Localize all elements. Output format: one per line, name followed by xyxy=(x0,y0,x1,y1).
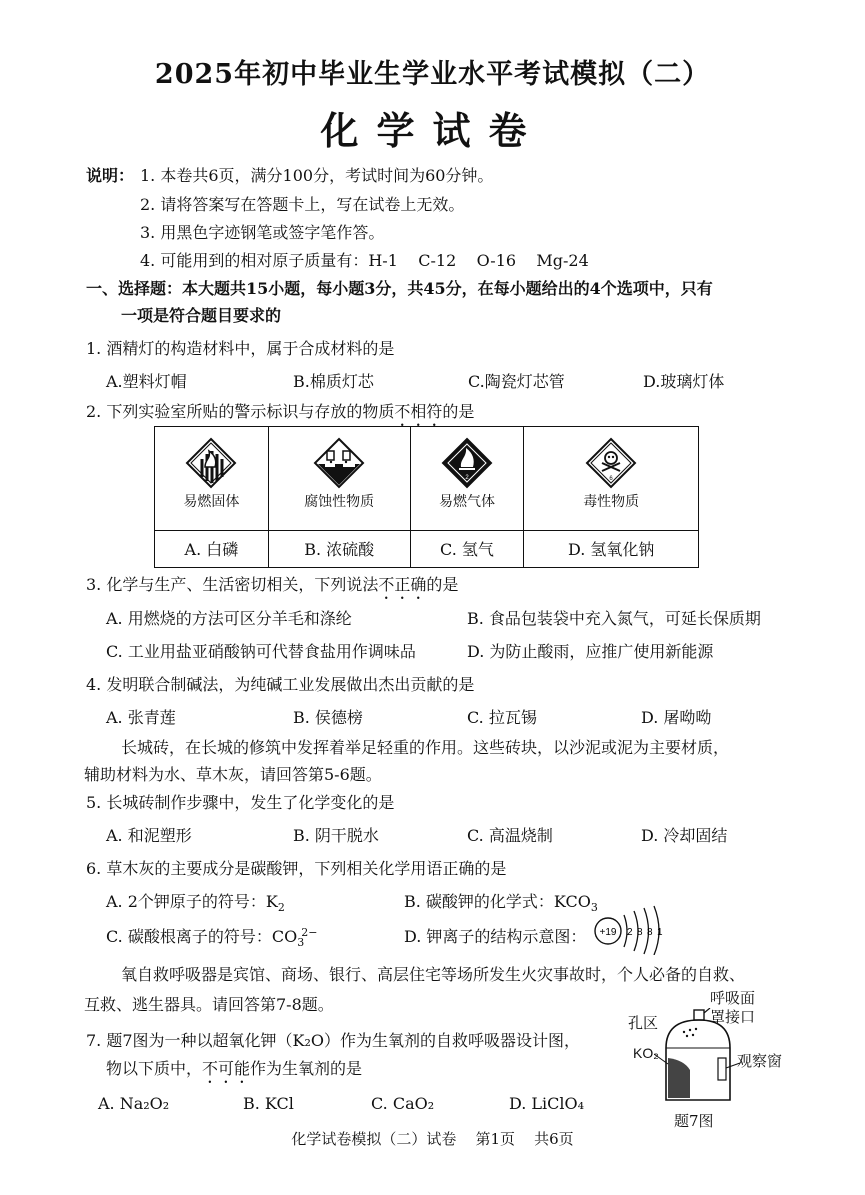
q4-option-a: A. 张青莲 xyxy=(106,708,176,727)
question-7-stem: 7. 题7图为一种以超氧化钾（K₂O）作为生氧剂的自救呼吸器设计图， xyxy=(86,1031,581,1050)
figure-caption: 题7图 xyxy=(674,1112,714,1130)
q5-option-d: D. 冷却固结 xyxy=(641,826,728,845)
passage-text: 长城砖，在长城的修筑中发挥着举足轻重的作用。这些砖块，以沙泥或泥为主要材质， xyxy=(121,738,730,757)
q1-option-d: D.玻璃灯体 xyxy=(643,372,725,391)
q1-option-a: A.塑料灯帽 xyxy=(106,372,187,391)
instruction-item: 2. 请将答案写在答题卡上，写在试卷上无效。 xyxy=(140,195,465,214)
q2-option-b: B. 浓硫酸 xyxy=(268,530,410,567)
q3-option-a: A. 用燃烧的方法可区分羊毛和涤纶 xyxy=(106,609,352,628)
instruction-item: 4. 可能用到的相对原子质量有：H-1 C-12 O-16 Mg-24 xyxy=(140,251,589,270)
corrosive-icon xyxy=(313,437,365,489)
q5-option-b: B. 阴干脱水 xyxy=(293,826,379,845)
potassium-ion-diagram xyxy=(592,903,672,955)
sign-label: 腐蚀性物质 xyxy=(304,494,375,510)
question-7-stem-cont: 物以下质中，不可能作为生氧剂的是 xyxy=(106,1059,363,1078)
question-6-stem: 6. 草木灰的主要成分是碳酸钾，下列相关化学用语正确的是 xyxy=(86,859,507,878)
q7-option-a: A. Na₂O₂ xyxy=(98,1094,170,1113)
question-2-stem: 2. 下列实验室所贴的警示标识与存放的物质不相符的是 xyxy=(86,402,475,421)
flammable-gas-icon xyxy=(441,437,493,489)
figure-label-mask: 罩接口 xyxy=(710,1008,756,1026)
q4-option-c: C. 拉瓦锡 xyxy=(467,708,537,727)
q3-option-d: D. 为防止酸雨，应推广使用新能源 xyxy=(467,642,714,661)
passage-text: 互救、逃生器具。请回答第7-8题。 xyxy=(84,995,334,1014)
q4-option-d: D. 屠呦呦 xyxy=(641,708,712,727)
q5-option-c: C. 高温烧制 xyxy=(467,826,553,845)
q2-option-d: D. 氢氧化钠 xyxy=(524,530,699,567)
flammable-solid-icon xyxy=(185,437,237,489)
section-heading-cont: 一项是符合题目要求的 xyxy=(121,306,282,325)
question-3-stem: 3. 化学与生产、生活密切相关，下列说法不正确的是 xyxy=(86,575,459,594)
figure-label-ko2: KO₂ xyxy=(633,1045,659,1061)
exam-title: 2025年初中毕业生学业水平考试模拟（二） xyxy=(154,59,711,90)
q4-option-b: B. 侯德榜 xyxy=(293,708,363,727)
q3-option-c: C. 工业用盐亚硝酸钠可代替食盐用作调味品 xyxy=(106,642,416,661)
sign-cell xyxy=(524,427,699,531)
q2-option-a: A. 白磷 xyxy=(155,530,269,567)
question-5-stem: 5. 长城砖制作步骤中，发生了化学变化的是 xyxy=(86,793,395,812)
question-4-stem: 4. 发明联合制碱法，为纯碱工业发展做出杰出贡献的是 xyxy=(86,675,475,694)
instruction-item: 3. 用黑色字迹钢笔或签字笔作答。 xyxy=(140,223,385,242)
instruction-item: 1. 本卷共6页，满分100分，考试时间为60分钟。 xyxy=(140,166,494,185)
q6-option-b: B. 碳酸钾的化学式：$KCO_3$ xyxy=(404,892,598,915)
q5-option-a: A. 和泥塑形 xyxy=(106,826,192,845)
q1-option-c: C.陶瓷灯芯管 xyxy=(468,372,565,391)
svg-text:8: 8 xyxy=(647,927,653,938)
passage-text: 氧自救呼吸器是宾馆、商场、银行、高层住宅等场所发生火灾事故时，个人必备的自救、 xyxy=(121,965,746,984)
sign-cell xyxy=(410,427,524,531)
sign-label: 毒性物质 xyxy=(583,494,640,510)
sign-cell xyxy=(268,427,410,531)
toxic-icon xyxy=(585,437,637,489)
sign-label: 易燃固体 xyxy=(183,494,240,510)
q7-option-c: C. CaO₂ xyxy=(371,1094,435,1113)
svg-text:2: 2 xyxy=(465,475,469,481)
svg-text:1: 1 xyxy=(657,927,663,938)
q6-option-a: A. 2个钾原子的符号：$K_2$ xyxy=(106,892,285,915)
figure-label-mask: 呼吸面 xyxy=(710,989,756,1007)
q6-option-d: D. 钾离子的结构示意图： xyxy=(404,927,587,946)
breathing-apparatus-diagram xyxy=(654,1008,744,1108)
question-1-stem: 1. 酒精灯的构造材料中，属于合成材料的是 xyxy=(86,339,395,358)
figure-label-window: 观察窗 xyxy=(737,1052,783,1070)
passage-text: 辅助材料为水、草木灰，请回答第5-6题。 xyxy=(84,765,382,784)
section-heading: 一、选择题：本大题共15小题，每小题3分，共45分，在每小题给出的4个选项中，只有 xyxy=(86,279,713,298)
subject-title: 化学试卷 xyxy=(320,108,545,153)
svg-text:+19: +19 xyxy=(599,927,617,938)
figure-label-hole: 孔区 xyxy=(628,1014,659,1032)
svg-text:8: 8 xyxy=(637,927,643,938)
q7-option-b: B. KCl xyxy=(243,1094,294,1113)
sign-label: 易燃气体 xyxy=(438,494,495,510)
q3-option-b: B. 食品包装袋中充入氮气，可延长保质期 xyxy=(467,609,761,628)
sign-cell xyxy=(155,427,269,531)
svg-text:6: 6 xyxy=(609,476,613,482)
q2-option-c: C. 氢气 xyxy=(410,530,524,567)
q7-option-d: D. LiClO₄ xyxy=(509,1094,585,1113)
instructions-label: 说明： xyxy=(86,166,135,185)
warning-sign-table xyxy=(154,426,699,568)
q6-option-c: C. 碳酸根离子的符号：$CO_3^{2-}$ xyxy=(106,925,318,950)
q1-option-b: B.棉质灯芯 xyxy=(293,372,374,391)
page-footer: 化学试卷模拟（二）试卷 第1页 共6页 xyxy=(291,1130,574,1148)
svg-text:2: 2 xyxy=(627,927,633,938)
